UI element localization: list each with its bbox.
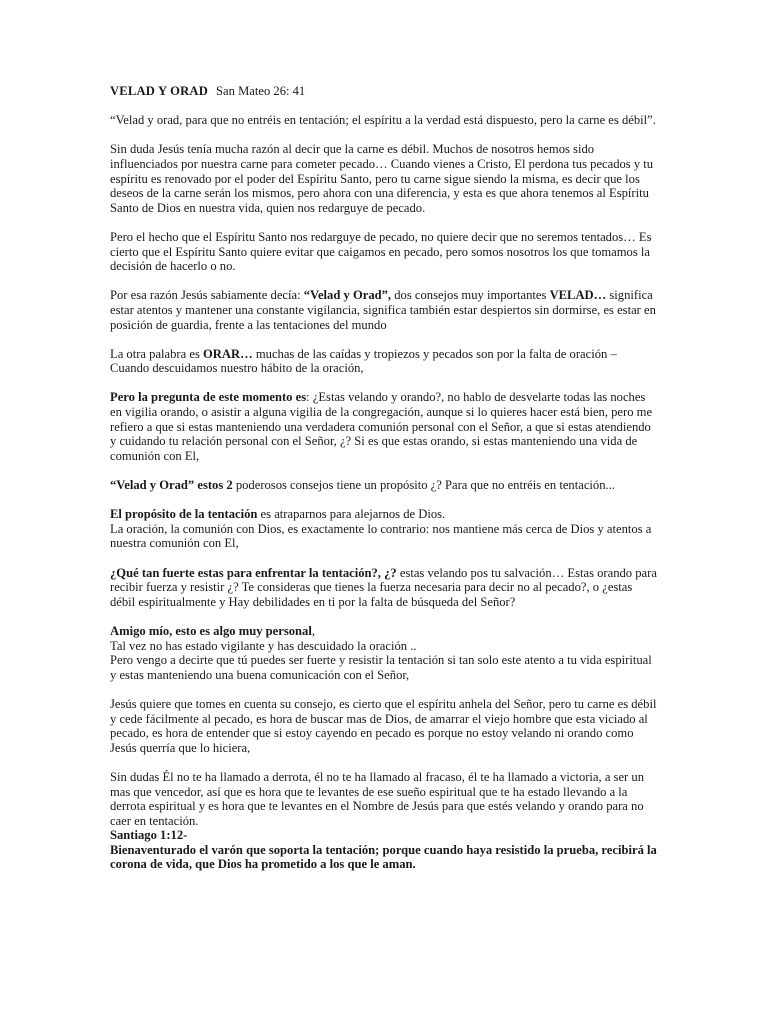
p6-text-b: poderosos consejos tiene un propósito ¿? Para que no entréis en tentación... bbox=[232, 478, 615, 493]
verse-block bbox=[110, 828, 658, 872]
p4-text-c: muchas de las caídas y tropiezos y pecados son por la falta de oración – Cuando descuidamos nuestro hábito de la oración, bbox=[110, 346, 617, 376]
verse-text: Bienaventurado el varón que soporta la tentación; porque cuando haya resistido la prueba, recibirá la corona de vida, que Dios ha prometido a los que le aman. bbox=[110, 842, 657, 872]
document-page bbox=[110, 84, 658, 872]
p4-text-a: La otra palabra es bbox=[110, 346, 204, 361]
scripture-reference: San Mateo 26: 41 bbox=[216, 84, 306, 98]
paragraph-5 bbox=[110, 390, 658, 463]
paragraph-4 bbox=[110, 347, 658, 376]
paragraph-3 bbox=[110, 288, 658, 332]
p5-text-b: : ¿Estas velando y orando?, no hablo de desvelarte todas las noches en vigilia orando, o asistir a alguna vigilia de la congregación, aunque si lo quieres hacer está bien, pero me refiero a que si estas manteniendo una verdadera comunión personal con el Señor, a que si estas atendiendo y cuidando tu relación personal con el Señor, ¿? Si es que estas orando, si estas manteniendo una vida de comunión con El, bbox=[110, 390, 653, 463]
p3-text-e: significa estar atentos y mantener una constante vigilancia, significa también estar despiertos sin dormirse, es estar en posición de guardia, frente a las tentaciones del mundo bbox=[110, 288, 656, 332]
paragraph-11: Sin dudas Él no te ha llamado a derrota, él no te ha llamado al fracaso, él te ha llamado a victoria, a ser un mas que vencedor, así que es hora que te levantes de ese sueño espiritual que te ha estado llevando a la derrota espiritual y es hora que te levantes en el Nombre de Jesús para que estés velando y orando para no caer en tentación. bbox=[110, 769, 644, 828]
p9-text-c: Tal vez no has estado vigilante y has descuidado la oración .. bbox=[110, 638, 417, 653]
p3-bold-velad: VELAD… bbox=[549, 288, 607, 303]
p9-text-d: Pero vengo a decirte que tú puedes ser fuerte y resistir la tentación si tan solo este atento a tu vida espiritual y estas manteniendo una buena comunicación con el Señor, bbox=[110, 653, 652, 682]
verse-reference: Santiago 1:12- bbox=[110, 828, 188, 843]
p3-bold-velad-y-orad: “Velad y Orad”, bbox=[303, 288, 392, 303]
p6-bold: “Velad y Orad” estos 2 bbox=[110, 478, 233, 493]
paragraph-2: Pero el hecho que el Espíritu Santo nos redarguye de pecado, no quiere decir que no seremos tentados… Es cierto que el Espíritu Santo quiere evitar que caigamos en pecado, pero somos nosotros los que tomamos la decisión de hacerlo o no. bbox=[110, 229, 652, 274]
paragraph-7 bbox=[110, 507, 658, 551]
title-line bbox=[110, 84, 658, 99]
p8-bold: ¿Qué tan fuerte estas para enfrentar la tentación?, ¿? bbox=[110, 565, 397, 580]
p8-text-b: estas velando pos tu salvación… Estas orando para recibir fuerza y resistir ¿? Te consideras que tienes la fuerza necesaria para decir no al pecado?, o ¿estas débil espiritualmente y Hay debilidades en ti por la falta de búsqueda del Señor? bbox=[110, 565, 657, 609]
paragraph-8 bbox=[110, 566, 658, 610]
p9-bold: Amigo mío, esto es algo muy personal bbox=[110, 623, 312, 638]
paragraph-1: Sin duda Jesús tenía mucha razón al decir que la carne es débil. Muchos de nosotros hemos sido influenciados por nuestra carne para cometer pecado… Cuando vienes a Cristo, El perdona tus pecados y tu espíritu es renovado por el poder del Espíritu Santo, pero tu carne sigue siendo la misma, es decir que los deseos de la carne serán los mismos, pero ahora con una diferencia, y esta es que ahora tenemos al Espíritu Santo de Dios en nuestra vida, quien nos redarguye de pecado. bbox=[110, 142, 654, 215]
paragraph-6 bbox=[110, 478, 658, 493]
p5-bold-question: Pero la pregunta de este momento es bbox=[110, 390, 307, 405]
p9-comma: , bbox=[311, 623, 315, 638]
p4-bold-orar: ORAR… bbox=[203, 346, 253, 361]
p3-text-a: Por esa razón Jesús sabiamente decía: bbox=[110, 288, 304, 303]
p3-text-c: dos consejos muy importantes bbox=[391, 288, 550, 303]
p7-text-b: es atraparnos para alejarnos de Dios. bbox=[257, 507, 446, 522]
document-title: VELAD Y ORAD bbox=[110, 84, 209, 98]
paragraph-9 bbox=[110, 624, 658, 682]
opening-quote: “Velad y orad, para que no entréis en tentación; el espíritu a la verdad está dispuesto, pero la carne es débil”. bbox=[110, 113, 656, 128]
paragraph-10: Jesús quiere que tomes en cuenta su consejo, es cierto que el espíritu anhela del Señor, pero tu carne es débil y cede fácilmente al pecado, es hora de buscar mas de Dios, de amarrar el viejo hombre que esta viciado al pecado, es hora de entender que si estoy cayendo en pecado es porque no estoy velando ni orando como Jesús querría que lo hiciera, bbox=[110, 696, 657, 755]
p7-bold: El propósito de la tentación bbox=[110, 507, 258, 522]
p7-text-c: La oración, la comunión con Dios, es exactamente lo contrario: nos mantiene más cerca de Dios y atentos a nuestra comunión con El, bbox=[110, 521, 652, 551]
